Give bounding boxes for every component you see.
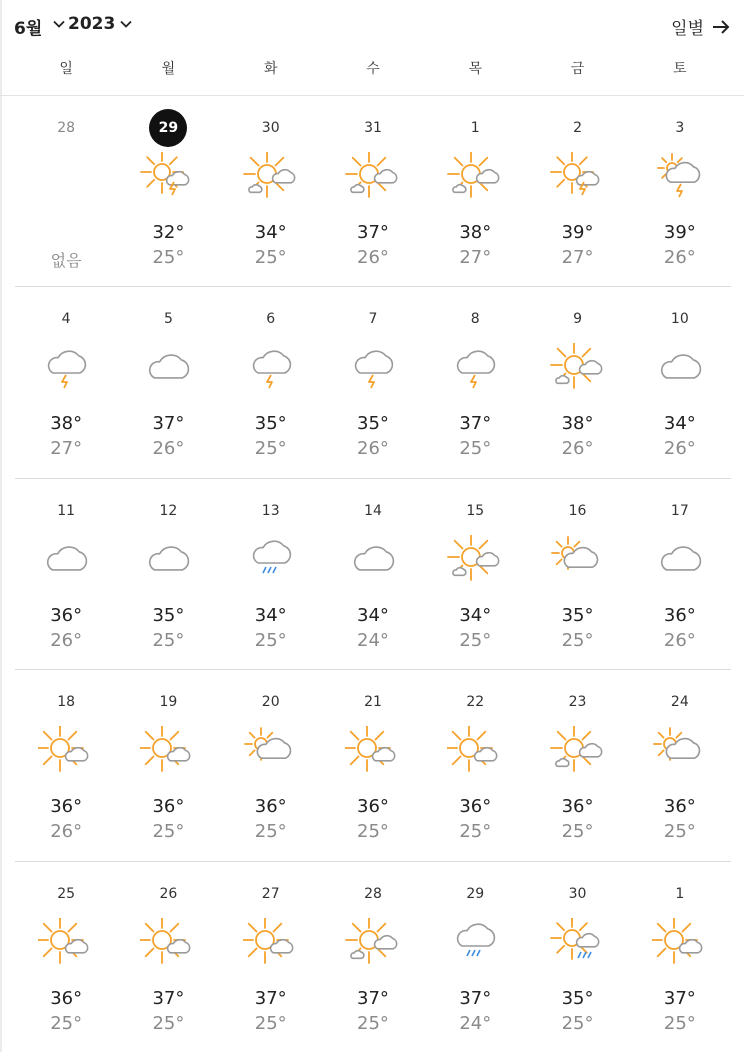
week-row [15, 862, 731, 1053]
day-number: 22 [466, 694, 485, 711]
day-cell[interactable] [424, 670, 526, 860]
low-temp: 25° [561, 1012, 594, 1034]
day-cell[interactable] [15, 479, 117, 669]
sun-cloud-rain-icon [550, 918, 606, 968]
day-cell[interactable] [526, 670, 628, 860]
day-number: 6 [266, 311, 276, 328]
week-row [15, 479, 731, 670]
day-number: 13 [261, 502, 280, 519]
day-cell[interactable] [322, 479, 424, 669]
high-temp: 32° [152, 222, 185, 243]
high-temp: 35° [254, 413, 287, 435]
low-temp: 26° [50, 821, 83, 843]
day-number: 30 [261, 120, 280, 136]
day-number: 30 [568, 885, 587, 902]
day-cell[interactable] [322, 670, 424, 860]
day-number: 12 [159, 502, 178, 519]
day-number: 18 [57, 694, 76, 711]
day-cell[interactable] [15, 287, 117, 477]
low-temp: 25° [254, 629, 287, 651]
day-number: 5 [163, 311, 173, 328]
low-temp: 25° [561, 821, 594, 843]
chevron-down-icon [119, 17, 133, 31]
sun-cloud-small-icon [550, 343, 606, 393]
weekday-label: 토 [673, 61, 687, 77]
day-cell[interactable] [526, 287, 628, 477]
high-temp: 37° [357, 987, 389, 1009]
high-temp: 35° [357, 413, 389, 435]
low-temp: 24° [357, 629, 389, 651]
day-number: 11 [57, 502, 76, 519]
cloud-thunder-icon [243, 343, 299, 393]
day-number: 17 [670, 502, 689, 519]
day-cell[interactable] [629, 479, 731, 669]
day-number: 31 [364, 120, 382, 136]
daily-view-link[interactable] [671, 14, 730, 39]
sun-cloud-icon [345, 726, 401, 776]
cloud-icon [140, 535, 196, 585]
sun-cloud-small-icon [345, 152, 401, 202]
sun-cloud-small-icon [447, 152, 503, 202]
day-number: 19 [159, 694, 178, 711]
high-temp: 34° [663, 413, 696, 435]
high-temp: 35° [561, 987, 594, 1009]
weekday-label: 월 [161, 61, 176, 77]
cloud-icon [140, 343, 196, 393]
day-number: 16 [568, 502, 587, 519]
sun-cloud-thunder-icon [140, 152, 196, 202]
sun-cloud-icon [243, 918, 299, 968]
day-cell[interactable] [15, 862, 117, 1053]
day-cell[interactable] [526, 862, 628, 1053]
high-temp: 37° [459, 987, 492, 1009]
low-temp: 26° [357, 247, 389, 268]
low-temp: 27° [459, 247, 492, 268]
high-temp: 34° [254, 222, 287, 243]
low-temp: 25° [254, 247, 287, 268]
low-temp: 25° [357, 1012, 389, 1034]
low-temp: 26° [663, 247, 696, 268]
sun-cloud-small-icon [345, 918, 401, 968]
high-temp: 37° [663, 987, 696, 1009]
high-temp: 39° [561, 222, 594, 243]
day-cell[interactable] [526, 96, 628, 286]
low-temp: 26° [663, 438, 696, 460]
weekday-label: 일 [59, 61, 73, 77]
day-cell[interactable] [117, 862, 219, 1053]
high-temp: 34° [254, 604, 287, 626]
day-cell[interactable] [220, 670, 322, 860]
high-temp: 35° [561, 604, 594, 626]
weekday-header-row [15, 58, 731, 88]
low-temp: 25° [459, 821, 492, 843]
high-temp: 35° [152, 604, 185, 626]
calendar-grid [15, 96, 731, 1053]
day-cell[interactable] [15, 96, 117, 286]
low-temp: 26° [357, 438, 389, 460]
high-temp: 36° [663, 604, 696, 626]
cloud-sun-icon [243, 726, 299, 776]
day-cell[interactable] [322, 862, 424, 1053]
high-temp: 34° [459, 604, 492, 626]
low-temp: 25° [357, 821, 389, 843]
sun-cloud-icon [140, 726, 196, 776]
cloud-icon [38, 535, 94, 585]
high-temp: 36° [152, 796, 185, 818]
day-number: 20 [261, 694, 280, 711]
day-cell[interactable] [15, 670, 117, 860]
day-cell[interactable] [220, 287, 322, 477]
day-number: 2 [573, 120, 582, 136]
day-number: 1 [675, 885, 685, 902]
weekday-label: 금 [570, 61, 585, 77]
arrow-right-icon [712, 19, 730, 35]
day-number: 25 [57, 885, 76, 902]
day-cell[interactable] [629, 862, 731, 1053]
chevron-down-icon [52, 17, 66, 31]
day-number: 23 [568, 694, 587, 711]
low-temp: 25° [459, 629, 492, 651]
cloud-thunder-icon [38, 343, 94, 393]
cloud-sun-icon [550, 535, 606, 585]
day-number: 28 [364, 885, 382, 902]
day-cell[interactable] [220, 96, 322, 286]
cloud-icon [652, 343, 708, 393]
daily-view-label: 일별 [671, 19, 704, 39]
day-cell[interactable] [424, 479, 526, 669]
low-temp: 26° [50, 629, 83, 651]
low-temp: 26° [561, 438, 594, 460]
low-temp: 25° [152, 1012, 185, 1034]
day-number: 9 [573, 311, 582, 328]
low-temp: 25° [152, 629, 185, 651]
day-cell[interactable] [322, 96, 424, 286]
low-temp: 25° [254, 1012, 287, 1034]
today-badge: 29 [149, 109, 187, 147]
day-cell[interactable] [629, 96, 731, 286]
sun-cloud-small-icon [243, 152, 299, 202]
cloud-thunder-icon [447, 343, 503, 393]
today-date [117, 118, 219, 138]
week-row [15, 96, 731, 287]
weekday-label: 수 [366, 61, 380, 77]
low-temp: 25° [152, 821, 185, 843]
sun-cloud-thunder-icon [550, 152, 606, 202]
low-temp: 25° [663, 1012, 696, 1034]
day-number: 21 [364, 694, 382, 711]
day-cell[interactable] [424, 862, 526, 1053]
high-temp: 37° [152, 987, 185, 1009]
day-cell[interactable] [117, 287, 219, 477]
high-temp: 34° [357, 604, 389, 626]
day-cell[interactable] [424, 287, 526, 477]
low-temp: 26° [663, 629, 696, 651]
year-selector[interactable] [52, 14, 133, 34]
day-number: 28 [57, 120, 76, 136]
low-temp: 25° [663, 821, 696, 843]
high-temp: 37° [459, 413, 492, 435]
calendar-header [0, 0, 744, 52]
high-temp: 36° [561, 796, 594, 818]
low-temp: 27° [561, 247, 594, 268]
day-number: 27 [261, 885, 280, 902]
day-cell[interactable] [322, 287, 424, 477]
sun-cloud-icon [652, 918, 708, 968]
month-selector[interactable] [14, 14, 42, 39]
sun-cloud-icon [140, 918, 196, 968]
cloud-icon [345, 535, 401, 585]
day-cell[interactable] [117, 479, 219, 669]
day-cell[interactable] [220, 862, 322, 1053]
sun-cloud-icon [38, 726, 94, 776]
weekday-label: 목 [468, 61, 483, 77]
low-temp: 26° [152, 438, 185, 460]
weekday-label: 화 [263, 61, 278, 77]
sun-cloud-icon [447, 726, 503, 776]
low-temp: 24° [459, 1012, 492, 1034]
sun-cloud-small-icon [550, 726, 606, 776]
day-number: 1 [470, 120, 480, 136]
day-number: 4 [61, 311, 71, 328]
day-number: 10 [670, 311, 689, 328]
day-number: 7 [368, 311, 378, 328]
high-temp: 37° [254, 987, 287, 1009]
cloud-rain-icon [243, 535, 299, 585]
low-temp: 25° [561, 629, 594, 651]
high-temp: 37° [152, 413, 185, 435]
cloud-icon [652, 535, 708, 585]
day-number: 8 [470, 311, 480, 328]
high-temp: 36° [50, 796, 83, 818]
low-temp: 25° [254, 821, 287, 843]
high-temp: 36° [357, 796, 389, 818]
sun-cloud-small-icon [447, 535, 503, 585]
day-number: 26 [159, 885, 178, 902]
low-temp: 25° [152, 247, 185, 268]
day-number: 14 [364, 502, 382, 519]
high-temp: 36° [663, 796, 696, 818]
high-temp: 36° [254, 796, 287, 818]
day-cell[interactable] [629, 287, 731, 477]
high-temp: 37° [357, 222, 389, 243]
week-row [15, 670, 731, 861]
high-temp: 38° [561, 413, 594, 435]
low-temp: 27° [50, 438, 83, 460]
low-temp: 25° [459, 438, 492, 460]
high-temp: 39° [663, 222, 696, 243]
no-data-label: 없음 [50, 251, 82, 270]
high-temp: 36° [459, 796, 492, 818]
cloud-sun-icon [652, 726, 708, 776]
day-cell[interactable] [117, 96, 219, 286]
left-border [0, 0, 2, 1052]
day-cell[interactable] [629, 670, 731, 860]
cloud-thunder-icon [345, 343, 401, 393]
high-temp: 38° [50, 413, 83, 435]
week-row [15, 287, 731, 478]
cloud-rain-icon [447, 918, 503, 968]
day-cell[interactable] [526, 479, 628, 669]
high-temp: 38° [459, 222, 492, 243]
low-temp: 25° [254, 438, 287, 460]
sun-cloud-icon [38, 918, 94, 968]
day-number: 3 [675, 120, 685, 136]
day-number: 15 [466, 502, 485, 519]
day-cell[interactable] [117, 670, 219, 860]
high-temp: 36° [50, 604, 83, 626]
cloud-sun-thunder-icon [652, 152, 708, 202]
day-cell[interactable] [220, 479, 322, 669]
day-cell[interactable] [424, 96, 526, 286]
year-label: 2023 [68, 14, 116, 34]
day-number: 24 [670, 694, 689, 711]
day-number: 29 [466, 885, 485, 902]
high-temp: 36° [50, 987, 83, 1009]
month-label: 6월 [14, 19, 43, 39]
low-temp: 25° [50, 1012, 83, 1034]
